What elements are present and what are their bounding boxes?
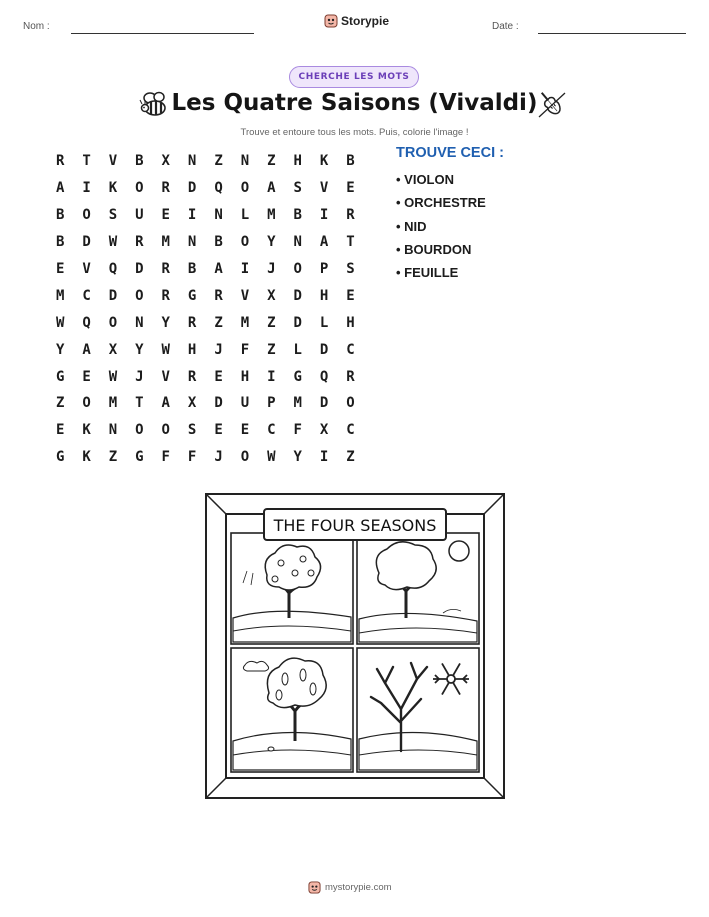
grid-row bbox=[47, 229, 364, 256]
word-list-item: • FEUILLE bbox=[396, 265, 459, 281]
picture-sign-text: THE FOUR SEASONS bbox=[273, 516, 437, 535]
grid-letter[interactable]: I bbox=[319, 207, 329, 224]
grid-letter[interactable]: H bbox=[293, 153, 302, 170]
grid-letter[interactable]: S bbox=[187, 422, 197, 439]
grid-letter[interactable]: Q bbox=[82, 314, 91, 331]
grid-letter[interactable]: F bbox=[187, 449, 197, 466]
grid-letter[interactable]: V bbox=[161, 368, 170, 385]
grid-letter[interactable]: E bbox=[55, 422, 65, 439]
grid-letter[interactable]: B bbox=[55, 234, 65, 251]
grid-letter[interactable]: N bbox=[108, 422, 118, 439]
grid-letter[interactable]: Y bbox=[161, 314, 170, 331]
grid-letter[interactable]: Z bbox=[108, 449, 118, 466]
grid-letter[interactable]: L bbox=[319, 314, 329, 331]
grid-letter[interactable]: E bbox=[214, 368, 223, 385]
date-label: Date : bbox=[492, 21, 519, 32]
date-line bbox=[538, 33, 686, 34]
grid-letter[interactable]: T bbox=[82, 153, 91, 170]
word-list-item: • NID bbox=[396, 218, 427, 234]
grid-letter[interactable]: B bbox=[187, 261, 197, 277]
grid-letter[interactable]: N bbox=[187, 153, 197, 170]
grid-letter[interactable]: A bbox=[82, 341, 91, 358]
word-search-grid bbox=[47, 148, 364, 471]
grid-letter[interactable]: R bbox=[135, 234, 144, 251]
grid-letter[interactable]: R bbox=[187, 368, 197, 385]
word-list-title: TROUVE CECI : bbox=[396, 145, 504, 161]
grid-letter[interactable]: R bbox=[187, 314, 197, 331]
grid-letter[interactable]: A bbox=[161, 395, 170, 412]
grid-letter[interactable]: B bbox=[293, 207, 302, 224]
grid-letter[interactable]: R bbox=[346, 368, 355, 385]
grid-letter[interactable]: S bbox=[108, 207, 118, 224]
grid-letter[interactable]: H bbox=[240, 368, 250, 385]
grid-letter[interactable]: B bbox=[135, 153, 144, 170]
grid-letter[interactable]: Z bbox=[267, 341, 276, 358]
grid-letter[interactable]: B bbox=[214, 234, 223, 251]
grid-letter[interactable]: Y bbox=[267, 234, 276, 251]
grid-letter[interactable]: Q bbox=[108, 261, 118, 277]
word-list-item: • ORCHESTRE bbox=[396, 195, 486, 211]
grid-letter[interactable]: U bbox=[135, 207, 144, 224]
grid-letter[interactable]: A bbox=[214, 261, 223, 277]
grid-letter[interactable]: E bbox=[346, 287, 355, 304]
grid-letter[interactable]: E bbox=[240, 422, 250, 439]
grid-letter[interactable]: P bbox=[267, 395, 276, 412]
grid-letter[interactable]: R bbox=[346, 207, 355, 224]
grid-letter[interactable]: W bbox=[108, 368, 118, 385]
grid-letter[interactable]: C bbox=[346, 422, 355, 439]
grid-letter[interactable]: E bbox=[346, 180, 355, 197]
grid-letter[interactable]: M bbox=[293, 395, 302, 412]
grid-letter[interactable]: M bbox=[240, 314, 250, 331]
grid-letter[interactable]: E bbox=[82, 368, 91, 385]
grid-letter[interactable]: Y bbox=[135, 341, 144, 358]
grid-letter[interactable]: D bbox=[214, 395, 223, 412]
grid-letter[interactable]: I bbox=[267, 368, 276, 385]
grid-letter[interactable]: O bbox=[293, 261, 302, 277]
grid-letter[interactable]: N bbox=[187, 234, 197, 251]
grid-letter[interactable]: L bbox=[293, 341, 302, 358]
grid-row bbox=[47, 148, 364, 175]
grid-letter[interactable]: O bbox=[135, 422, 144, 439]
grid-letter[interactable]: G bbox=[187, 287, 197, 304]
four-seasons-coloring-picture bbox=[205, 493, 505, 799]
grid-letter[interactable]: D bbox=[293, 287, 302, 304]
grid-letter[interactable]: M bbox=[55, 287, 65, 304]
grid-letter[interactable]: A bbox=[267, 180, 276, 197]
grid-letter[interactable]: N bbox=[135, 314, 144, 331]
grid-letter[interactable]: U bbox=[240, 395, 250, 412]
storypie-logo-icon bbox=[308, 881, 321, 894]
grid-letter[interactable]: D bbox=[82, 234, 91, 251]
grid-letter[interactable]: I bbox=[240, 261, 250, 277]
grid-letter[interactable]: S bbox=[293, 180, 302, 197]
grid-row bbox=[47, 175, 364, 202]
grid-letter[interactable]: M bbox=[267, 207, 276, 224]
grid-letter[interactable]: E bbox=[214, 422, 223, 439]
grid-letter[interactable]: Z bbox=[267, 153, 276, 170]
grid-letter[interactable]: Q bbox=[214, 180, 223, 197]
grid-letter[interactable]: F bbox=[293, 422, 302, 439]
grid-letter[interactable]: P bbox=[319, 261, 329, 277]
grid-letter[interactable]: R bbox=[161, 180, 170, 197]
grid-letter[interactable]: Z bbox=[214, 314, 223, 331]
grid-letter[interactable]: L bbox=[240, 207, 250, 224]
grid-row bbox=[47, 363, 364, 390]
grid-letter[interactable]: O bbox=[240, 234, 250, 251]
grid-letter[interactable]: R bbox=[161, 261, 170, 277]
grid-letter[interactable]: A bbox=[55, 180, 65, 197]
grid-letter[interactable]: N bbox=[293, 234, 302, 251]
grid-row bbox=[47, 256, 364, 283]
grid-row bbox=[47, 417, 364, 444]
grid-letter[interactable]: O bbox=[135, 287, 144, 304]
name-line bbox=[71, 33, 254, 34]
grid-letter[interactable]: D bbox=[108, 287, 118, 304]
grid-letter[interactable]: N bbox=[214, 207, 223, 224]
grid-letter[interactable]: W bbox=[267, 449, 276, 466]
grid-letter[interactable]: X bbox=[108, 341, 118, 358]
grid-row bbox=[47, 336, 364, 363]
grid-letter[interactable]: W bbox=[108, 234, 118, 251]
grid-letter[interactable]: J bbox=[267, 261, 276, 277]
grid-letter[interactable]: G bbox=[55, 449, 65, 466]
footer-url[interactable]: mystorypie.com bbox=[325, 882, 392, 893]
storypie-logo-icon bbox=[324, 14, 338, 28]
grid-letter[interactable]: B bbox=[55, 207, 65, 224]
grid-letter[interactable]: X bbox=[161, 153, 170, 170]
grid-letter[interactable]: R bbox=[161, 287, 170, 304]
grid-letter[interactable]: G bbox=[55, 368, 65, 385]
grid-letter[interactable]: O bbox=[82, 395, 91, 412]
grid-letter[interactable]: K bbox=[319, 153, 329, 170]
brand-name: Storypie bbox=[341, 14, 390, 28]
grid-letter[interactable]: H bbox=[187, 341, 197, 358]
grid-letter[interactable]: O bbox=[82, 207, 91, 224]
grid-letter[interactable]: W bbox=[161, 341, 170, 358]
grid-letter[interactable]: N bbox=[240, 153, 250, 170]
grid-letter[interactable]: I bbox=[187, 207, 197, 224]
grid-letter[interactable]: Y bbox=[293, 449, 302, 466]
grid-letter[interactable]: O bbox=[346, 395, 355, 412]
grid-letter[interactable]: O bbox=[135, 180, 144, 197]
word-list-item: • BOURDON bbox=[396, 241, 472, 257]
grid-letter[interactable]: I bbox=[82, 180, 91, 197]
word-list bbox=[396, 172, 486, 288]
grid-letter[interactable]: O bbox=[240, 449, 250, 466]
grid-letter[interactable]: O bbox=[161, 422, 170, 439]
grid-letter[interactable]: C bbox=[346, 341, 355, 358]
grid-letter[interactable]: D bbox=[319, 341, 329, 358]
instructions: Trouve et entoure tous les mots. Puis, colorie l'image ! bbox=[240, 127, 469, 138]
grid-letter[interactable]: H bbox=[319, 287, 329, 304]
grid-letter[interactable]: K bbox=[108, 180, 118, 197]
grid-letter[interactable]: Z bbox=[267, 314, 276, 331]
violin-icon bbox=[535, 88, 569, 122]
grid-letter[interactable]: F bbox=[240, 341, 250, 358]
grid-letter[interactable]: V bbox=[82, 261, 91, 277]
grid-letter[interactable]: V bbox=[240, 287, 250, 304]
grid-letter[interactable]: Z bbox=[346, 449, 355, 466]
grid-letter[interactable]: F bbox=[161, 449, 170, 466]
grid-letter[interactable]: B bbox=[346, 153, 355, 170]
grid-letter[interactable]: I bbox=[319, 449, 329, 466]
grid-letter[interactable]: T bbox=[346, 234, 355, 251]
grid-letter[interactable]: Q bbox=[319, 368, 329, 385]
brand bbox=[324, 14, 389, 28]
grid-letter[interactable]: J bbox=[135, 368, 144, 385]
grid-letter[interactable]: E bbox=[161, 207, 170, 224]
grid-row bbox=[47, 202, 364, 229]
grid-letter[interactable]: O bbox=[108, 314, 118, 331]
grid-letter[interactable]: R bbox=[55, 153, 65, 170]
activity-badge: CHERCHE LES MOTS bbox=[289, 66, 419, 88]
grid-letter[interactable]: H bbox=[346, 314, 355, 331]
grid-letter[interactable]: D bbox=[187, 180, 197, 197]
grid-letter[interactable]: M bbox=[161, 234, 170, 251]
grid-letter[interactable]: G bbox=[135, 449, 144, 466]
grid-row bbox=[47, 444, 364, 471]
grid-letter[interactable]: C bbox=[267, 422, 276, 439]
grid-letter[interactable]: S bbox=[346, 261, 355, 277]
grid-row bbox=[47, 309, 364, 336]
grid-letter[interactable]: M bbox=[108, 395, 118, 412]
grid-letter[interactable]: J bbox=[214, 341, 223, 358]
page-title: Les Quatre Saisons (Vivaldi) bbox=[171, 90, 538, 116]
grid-row bbox=[47, 390, 364, 417]
grid-letter[interactable]: K bbox=[82, 422, 91, 439]
word-list-item: • VIOLON bbox=[396, 172, 454, 187]
grid-letter[interactable]: J bbox=[214, 449, 223, 466]
grid-letter[interactable]: W bbox=[55, 314, 65, 331]
grid-letter[interactable]: E bbox=[55, 261, 65, 277]
grid-letter[interactable]: K bbox=[82, 449, 91, 466]
grid-letter[interactable]: D bbox=[319, 395, 329, 412]
grid-letter[interactable]: X bbox=[319, 422, 329, 439]
grid-letter[interactable]: R bbox=[214, 287, 223, 304]
name-label: Nom : bbox=[23, 21, 50, 32]
grid-letter[interactable]: V bbox=[319, 180, 329, 197]
footer bbox=[308, 881, 392, 894]
grid-letter[interactable]: T bbox=[135, 395, 144, 412]
grid-letter[interactable]: O bbox=[240, 180, 250, 197]
grid-letter[interactable]: D bbox=[293, 314, 302, 331]
grid-letter[interactable]: A bbox=[319, 234, 329, 251]
grid-letter[interactable]: Z bbox=[55, 395, 65, 412]
grid-letter[interactable]: C bbox=[82, 287, 91, 304]
grid-letter[interactable]: D bbox=[135, 261, 144, 277]
grid-letter[interactable]: X bbox=[187, 395, 197, 412]
grid-letter[interactable]: V bbox=[108, 153, 118, 170]
grid-letter[interactable]: G bbox=[293, 368, 302, 385]
grid-letter[interactable]: X bbox=[267, 287, 276, 304]
grid-letter[interactable]: Z bbox=[214, 153, 223, 170]
grid-letter[interactable]: Y bbox=[55, 341, 65, 358]
grid-row bbox=[47, 282, 364, 309]
